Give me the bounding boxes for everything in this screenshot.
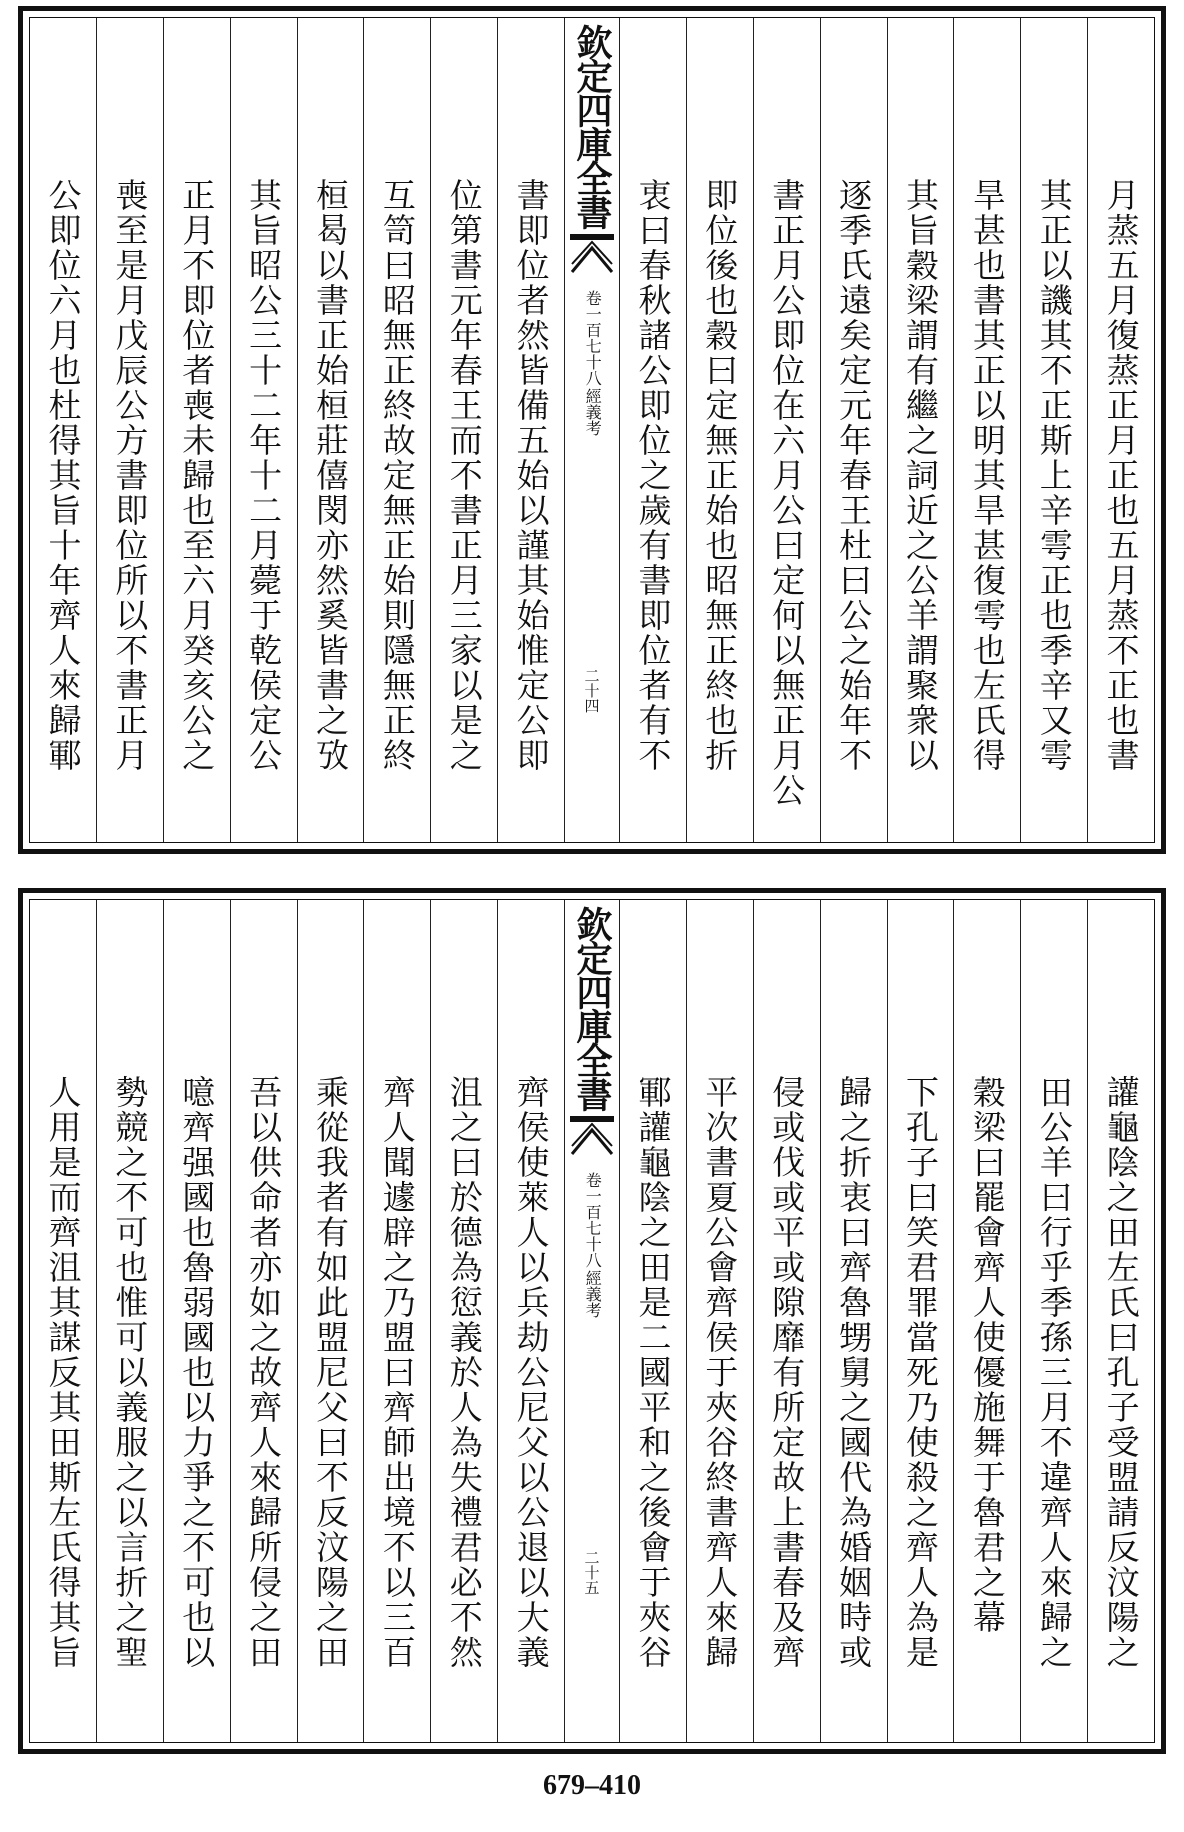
text-column: 喪至是月戊辰公方書即位所以不書正月	[96, 18, 163, 842]
folio-number: 二十四	[582, 668, 601, 713]
book-title: 欽定四庫全書	[571, 24, 613, 228]
text-column: 衷曰春秋諸公即位之歲有書即位者有不	[619, 18, 686, 842]
fishtail-mark-icon	[570, 234, 614, 274]
center-fold	[564, 18, 619, 842]
top-page	[18, 6, 1166, 854]
text-column: 噫齊强國也魯弱國也以力爭之不可也以	[163, 900, 230, 1742]
text-column: 書正月公即位在六月公曰定何以無正月公	[753, 18, 820, 842]
text-column: 互笥曰昭無正終故定無正始則隱無正終	[363, 18, 430, 842]
bottom-page	[18, 888, 1166, 1754]
text-column: 其旨昭公三十二年十二月薨于乾侯定公	[230, 18, 297, 842]
text-column: 其正以譏其不正斯上辛雩正也季辛又雩	[1020, 18, 1087, 842]
text-column: 桓曷以書正始桓莊僖閔亦然奚皆書之攷	[297, 18, 364, 842]
text-column: 讙龜陰之田左氏曰孔子受盟請反汶陽之	[1087, 900, 1154, 1742]
folio-number: 二十五	[582, 1550, 601, 1595]
text-column: 位第書元年春王而不書正月三家以是之	[430, 18, 497, 842]
text-column: 月蒸五月復蒸正月正也五月蒸不正也書	[1087, 18, 1154, 842]
text-column: 吾以供命者亦如之故齊人來歸所侵之田	[230, 900, 297, 1742]
text-column: 即位後也穀曰定無正始也昭無正終也折	[686, 18, 753, 842]
fishtail-mark-icon	[570, 1116, 614, 1156]
text-column: 其旨穀梁謂有繼之詞近之公羊謂聚衆以	[887, 18, 954, 842]
text-column: 平次書夏公會齊侯于夾谷終書齊人來歸	[686, 900, 753, 1742]
page-number: 679–410	[543, 1770, 641, 1801]
text-column: 下孔子曰笑君罪當死乃使殺之齊人為是	[887, 900, 954, 1742]
center-fold	[564, 900, 619, 1742]
text-column: 田公羊曰行乎季孫三月不違齊人來歸之	[1020, 900, 1087, 1742]
text-column: 侵或伐或平或隙靡有所定故上書春及齊	[753, 900, 820, 1742]
section-heading	[583, 1172, 601, 1318]
text-column: 鄆讙龜陰之田是二國平和之後會于夾谷	[619, 900, 686, 1742]
bottom-page-frame	[29, 899, 1155, 1743]
text-column: 歸之折衷曰齊魯甥舅之國代為婚姻時或	[820, 900, 887, 1742]
text-column: 旱甚也書其正以明其旱甚復雩也左氏得	[953, 18, 1020, 842]
text-column: 書即位者然皆備五始以謹其始惟定公即	[497, 18, 564, 842]
text-column: 齊侯使萊人以兵劫公尼父以公退以大義	[497, 900, 564, 1742]
book-title: 欽定四庫全書	[571, 906, 613, 1110]
volume-label: 卷一百七十八	[583, 290, 603, 386]
section-name: 經義考	[583, 1270, 603, 1318]
text-column: 公即位六月也杜得其旨十年齊人來歸鄆	[43, 178, 83, 773]
text-column: 齊人聞遽辟之乃盟曰齊師出境不以三百	[363, 900, 430, 1742]
text-column: 沮之曰於德為愆義於人為失禮君必不然	[430, 900, 497, 1742]
section-name: 經義考	[583, 388, 603, 436]
text-column: 穀梁曰罷會齊人使優施舞于魯君之幕	[953, 900, 1020, 1742]
text-column: 正月不即位者喪未歸也至六月癸亥公之	[163, 18, 230, 842]
volume-label: 卷一百七十八	[583, 1172, 603, 1268]
top-page-frame	[29, 17, 1155, 843]
text-column: 人用是而齊沮其謀反其田斯左氏得其旨	[43, 1075, 83, 1670]
section-heading	[583, 290, 601, 436]
text-column: 乘從我者有如此盟尼父曰不反汶陽之田	[297, 900, 364, 1742]
text-column: 勢競之不可也惟可以義服之以言折之聖	[96, 900, 163, 1742]
text-column: 逐季氏遠矣定元年春王杜曰公之始年不	[820, 18, 887, 842]
